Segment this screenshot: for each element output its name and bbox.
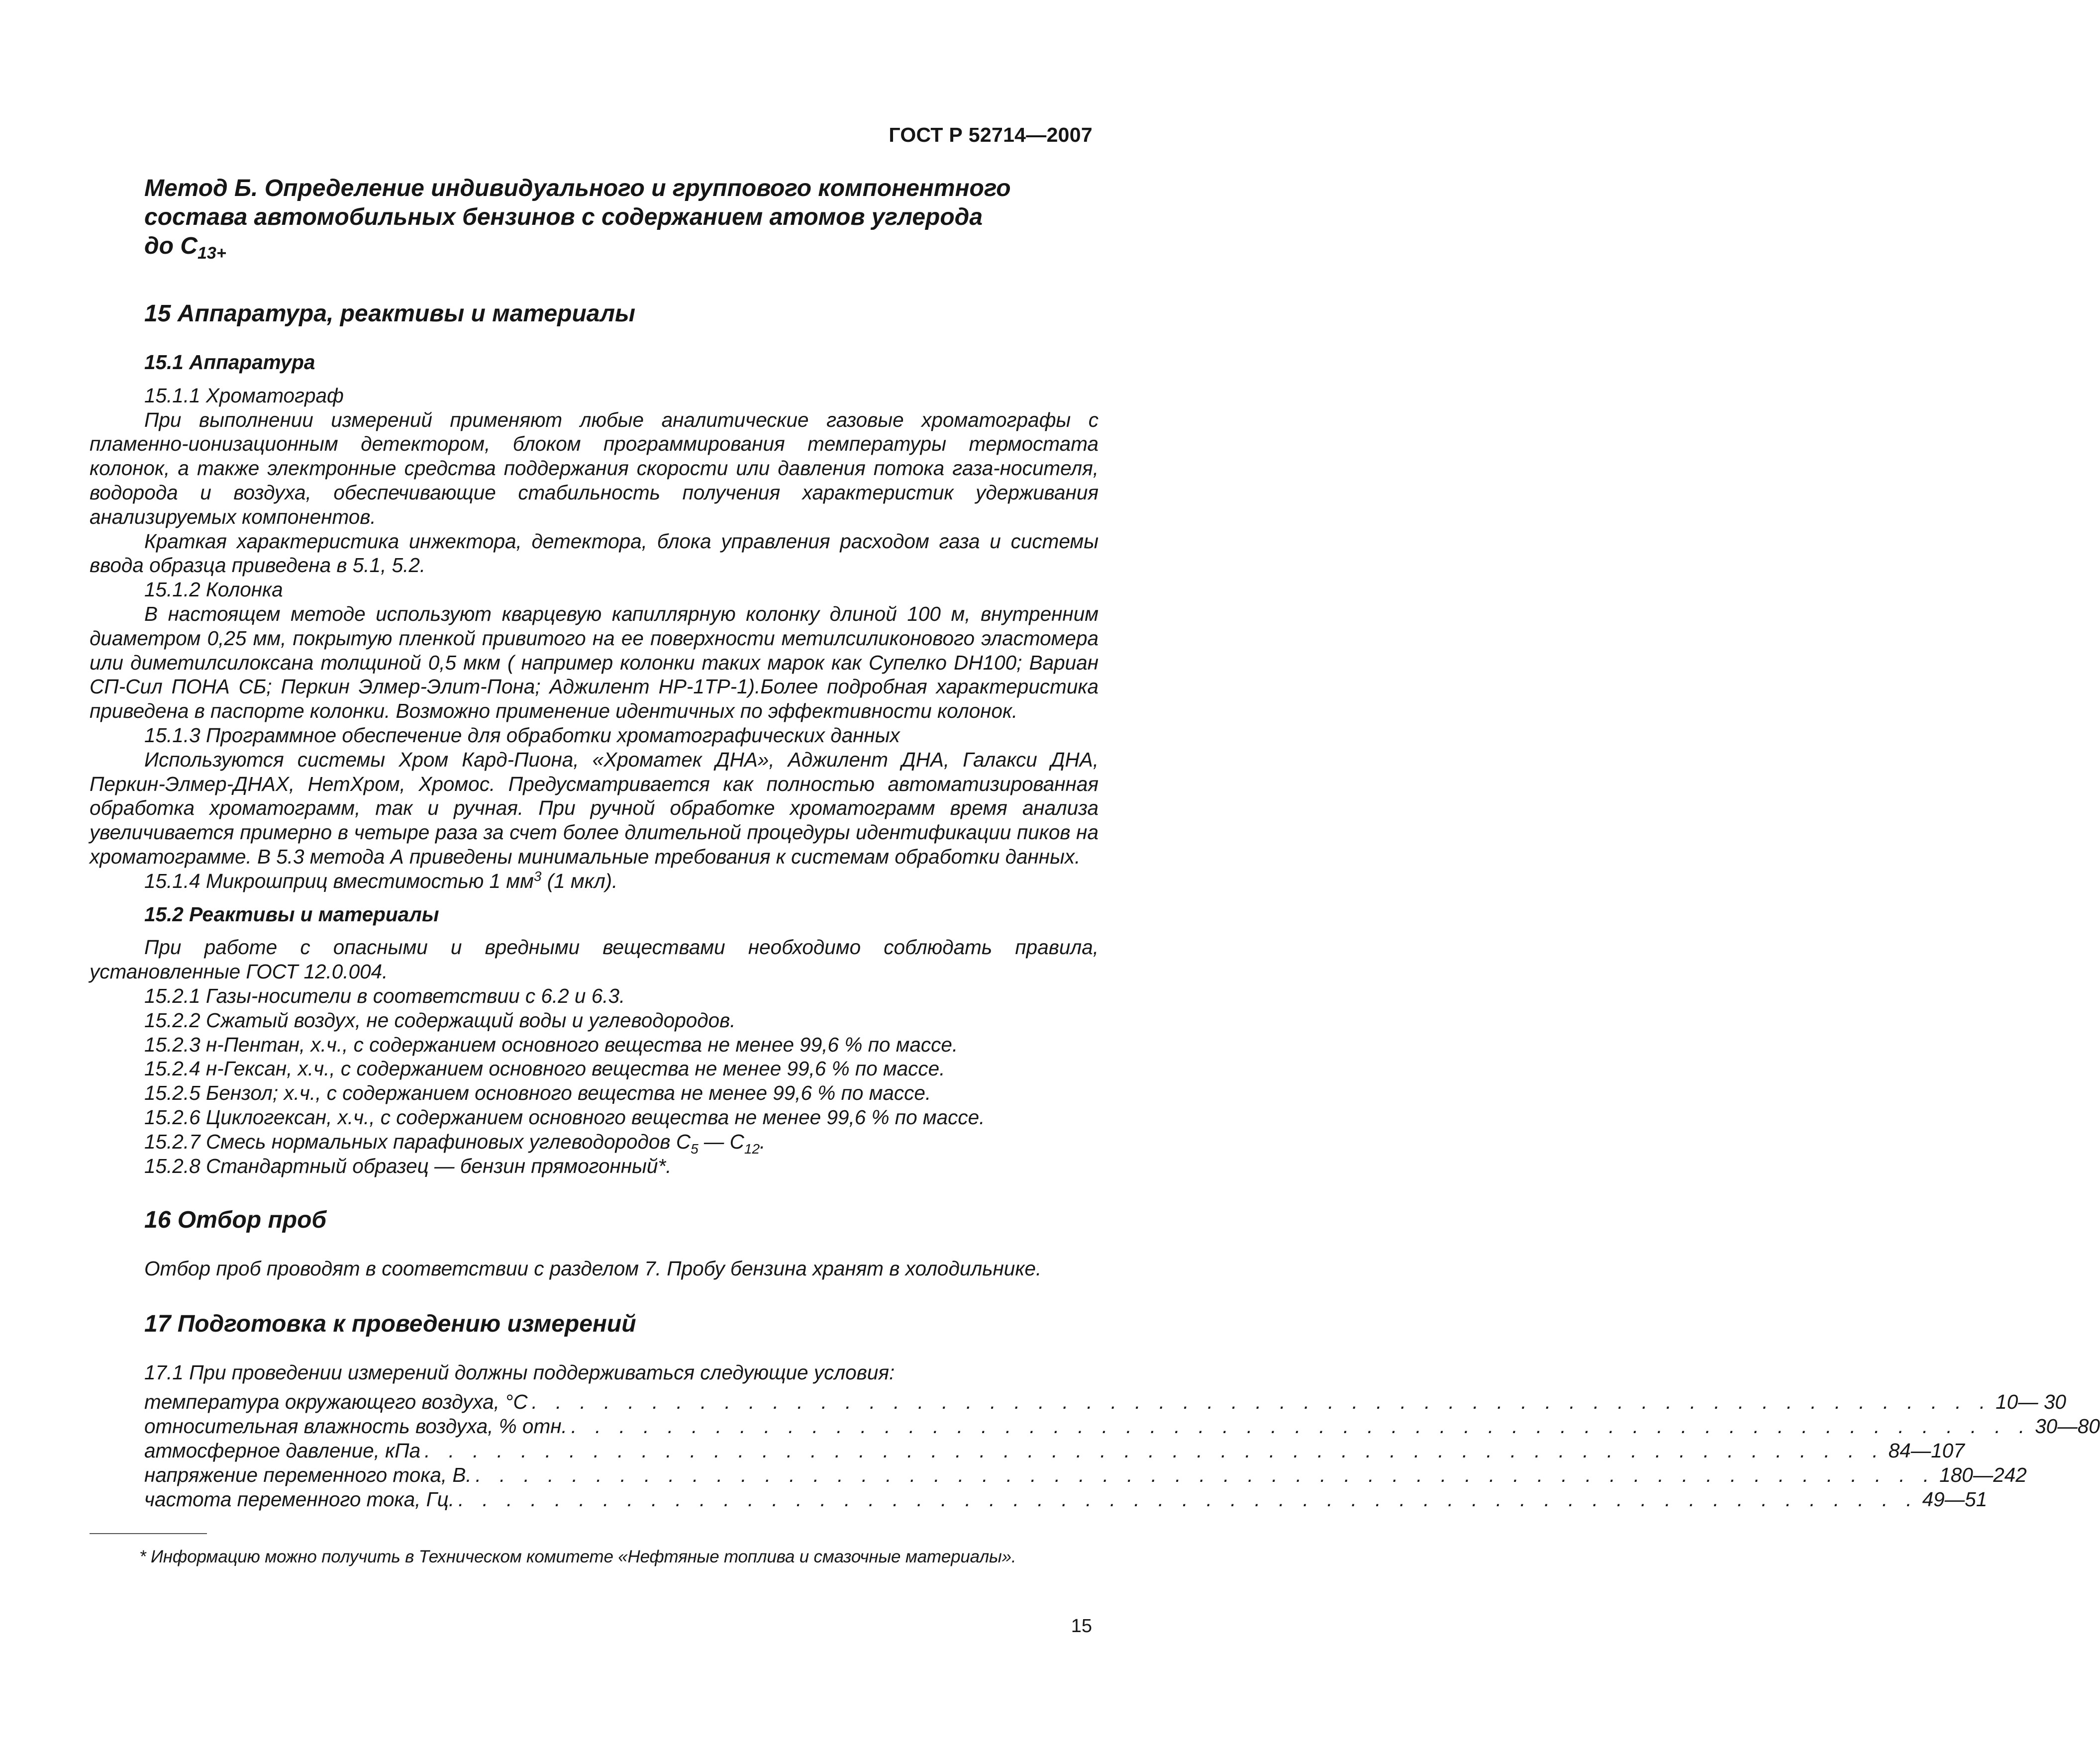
method-title-line-3 xyxy=(144,232,1090,268)
clause-15-2-7-dash: — С xyxy=(698,1130,744,1153)
section-15-2-title: 15.2 Реактивы и материалы xyxy=(144,902,439,926)
condition-label: температура окружающего воздуха, °С xyxy=(144,1390,528,1413)
clause-15-1-3-title: 15.1.3 Программное обеспечение для обработки хроматографических данных xyxy=(144,723,900,747)
clause-15-2-7-period: . xyxy=(760,1130,766,1153)
clause-15-2-4: 15.2.4 н-Гексан, х.ч., с содержанием основного вещества не менее 99,6 % по массе. xyxy=(144,1057,945,1080)
clause-15-2-1: 15.2.1 Газы-носители в соответствии с 6.2 и 6.3. xyxy=(144,984,625,1007)
method-title-line-3-text: до С xyxy=(144,233,198,259)
document-header-id: ГОСТ Р 52714—2007 xyxy=(889,123,1093,146)
clause-15-1-2-title: 15.1.2 Колонка xyxy=(144,578,283,601)
condition-row xyxy=(144,1390,2067,1414)
method-title-line-1: Метод Б. Определение индивидуального и группового компонентного xyxy=(144,175,1011,201)
clause-15-1-1-text: При выполнении измерений применяют любые аналитические газовые хроматографы с пламенно-ионизационным детектором, блоком программирования температуры термостата колонок, а также электронные средства поддержания скорости или давления потока газа-носителя, водорода и воздуха, обеспечивающие стабильность получения характеристик удерживания анализируемых компонентов. xyxy=(90,408,1099,528)
clause-15-1-4 xyxy=(90,869,1099,893)
clause-15-2-7 xyxy=(90,1130,1099,1157)
clause-15-2-8: 15.2.8 Стандартный образец — бензин прямогонный*. xyxy=(144,1154,672,1177)
condition-value: 10— 30 xyxy=(1996,1390,2067,1413)
clause-15-2-2: 15.2.2 Сжатый воздух, не содержащий воды и углеводородов. xyxy=(144,1008,736,1032)
cubic-superscript: 3 xyxy=(533,868,542,884)
condition-label: атмосферное давление, кПа xyxy=(144,1439,421,1462)
footnote: * Информацию можно получить в Техническом комитете «Нефтяные топлива и смазочные материалы». xyxy=(139,1547,1016,1566)
clause-15-2-6: 15.2.6 Циклогексан, х.ч., с содержанием основного вещества не менее 99,6 % по массе. xyxy=(144,1105,985,1129)
carbon-subscript-5: 5 xyxy=(691,1141,699,1157)
clause-15-1-1-title: 15.1.1 Хроматограф xyxy=(144,384,344,407)
clause-15-1-1-text-2: Краткая характеристика инжектора, детектора, блока управления расходом газа и системы ввода образца приведена в 5.1, 5.2. xyxy=(90,529,1099,577)
condition-row xyxy=(144,1463,2027,1487)
condition-row xyxy=(144,1414,2100,1439)
document-body xyxy=(90,174,2100,1512)
footnote-divider xyxy=(90,1533,207,1534)
condition-label: относительная влажность воздуха, % отн. xyxy=(144,1414,567,1438)
carbon-subscript-12: 12 xyxy=(744,1141,760,1157)
condition-value: 180—242 xyxy=(1939,1463,2027,1486)
conditions-list xyxy=(144,1390,2100,1512)
condition-value: 84—107 xyxy=(1888,1439,1965,1462)
method-title-line-2: состава автомобильных бензинов с содержанием атомов углерода xyxy=(144,204,983,230)
section-17-title: 17 Подготовка к проведению измерений xyxy=(144,1311,636,1338)
condition-label: частота переменного тока, Гц. xyxy=(144,1487,455,1511)
dot-leader: . . . . . . . . . . . . . . . . . . . . . . . . . . . . . . . . . . . . . . . . . . . . . . . . . . . . . . . . . . . . . xyxy=(458,1487,1918,1511)
condition-label: напряжение переменного тока, В. xyxy=(144,1463,472,1486)
section-16-text: Отбор проб проводят в соответствии с разделом 7. Пробу бензина хранят в холодильнике. xyxy=(144,1257,1042,1280)
condition-row xyxy=(144,1487,1988,1512)
condition-value: 30—80 xyxy=(2035,1414,2100,1438)
section-15-1-title: 15.1 Аппаратура xyxy=(144,351,315,374)
condition-row xyxy=(144,1439,1965,1463)
page-number: 15 xyxy=(1071,1616,1092,1637)
clause-15-2-5: 15.2.5 Бензол; х.ч., с содержанием основного вещества не менее 99,6 % по массе. xyxy=(144,1081,931,1105)
clause-15-1-3-text: Используются системы Хром Кард-Пиона, «Хроматек ДНА», Аджилент ДНА, Галакси ДНА, Перкин-Элмер-ДНАХ, НетХром, Хромос. Предусматривается как полностью автоматизированная обработка хроматограмм, так и ручная. При ручной обработке хроматограмм время анализа увеличивается примерно в четыре раза за счет более длительной процедуры идентификации пиков на хроматограмме. В 5.3 метода А приведены минимальные требования к системам обработки данных. xyxy=(90,748,1099,868)
section-15-title: 15 Аппаратура, реактивы и материалы xyxy=(144,300,635,327)
method-title xyxy=(144,174,1090,268)
clause-15-1-4-suffix: (1 мкл). xyxy=(541,869,618,892)
clause-17-1-intro: 17.1 При проведении измерений должны поддерживаться следующие условия: xyxy=(144,1361,895,1384)
section-16-title: 16 Отбор проб xyxy=(144,1207,327,1234)
clause-15-1-4-text: 15.1.4 Микрошприц вместимостью 1 мм xyxy=(144,869,534,892)
dot-leader: . . . . . . . . . . . . . . . . . . . . . . . . . . . . . . . . . . . . . . . . . . . . . . . . . . . . . . . . . . . . . xyxy=(531,1390,1992,1413)
clause-15-2-7-text: 15.2.7 Смесь нормальных парафиновых углеводородов С xyxy=(144,1130,691,1153)
condition-value: 49—51 xyxy=(1922,1487,1988,1511)
carbon-subscript: 13+ xyxy=(198,244,226,263)
clause-15-2-intro: При работе с опасными и вредными веществами необходимо соблюдать правила, установленные ГОСТ 12.0.004. xyxy=(90,936,1099,983)
dot-leader: . . . . . . . . . . . . . . . . . . . . . . . . . . . . . . . . . . . . . . . . . . . . . . . . . . . . . . . . . . . . . xyxy=(475,1463,1936,1486)
clause-15-2-3: 15.2.3 н-Пентан, х.ч., с содержанием основного вещества не менее 99,6 % по массе. xyxy=(144,1033,958,1056)
dot-leader: . . . . . . . . . . . . . . . . . . . . . . . . . . . . . . . . . . . . . . . . . . . . . . . . . . . . . . . . . . . . . xyxy=(424,1439,1885,1462)
dot-leader: . . . . . . . . . . . . . . . . . . . . . . . . . . . . . . . . . . . . . . . . . . . . . . . . . . . . . . . . . . . . . xyxy=(571,1414,2031,1438)
clause-15-1-2-text: В настоящем методе используют кварцевую капиллярную колонку длиной 100 м, внутренним диаметром 0,25 мм, покрытую пленкой привитого на ее поверхности метилсиликонового эластомера или диметилсилоксана толщиной 0,5 мкм ( например колонки таких марок как Супелко DH100; Вариан СП-Сил ПОНА СБ; Перкин Элмер-Элит-Пона; Аджилент HP-1TP-1).Более подробная характеристика приведена в паспорте колонки. Возможно применение идентичных по эффективности колонок. xyxy=(90,602,1099,723)
